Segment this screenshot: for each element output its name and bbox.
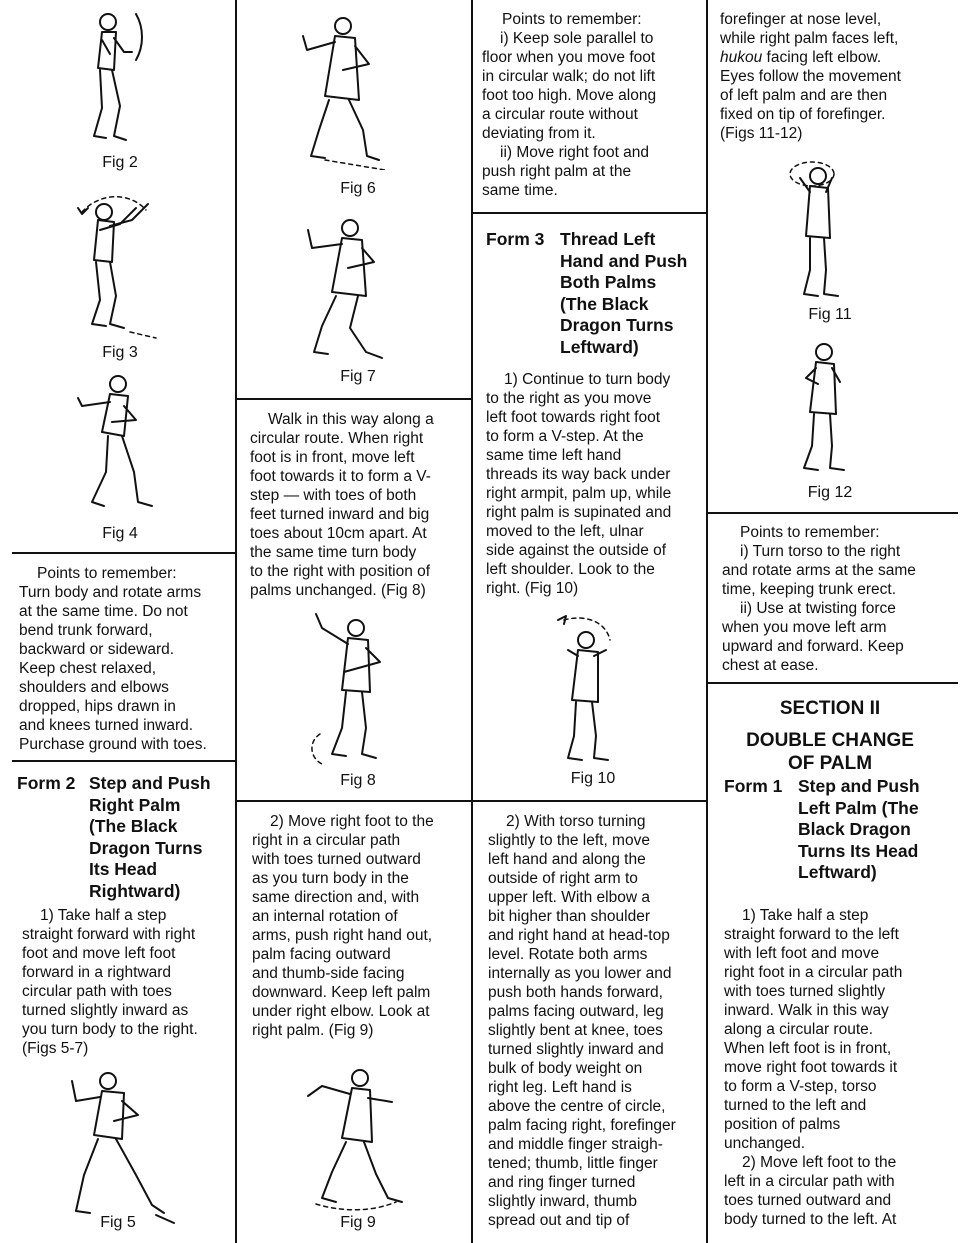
- figure-2-illustration: [80, 8, 160, 148]
- form1-step1-line: move right foot towards it: [724, 1059, 898, 1076]
- form2-step1-line: straight forward with right: [22, 926, 196, 943]
- form1-step1-line: with toes turned slightly: [724, 983, 886, 1000]
- form1-step1-line: turned to the left and: [724, 1097, 867, 1114]
- col4-points-line: time, keeping trunk erect.: [722, 581, 897, 598]
- form3-step1-line: right palm is supinated and: [486, 504, 672, 521]
- col4-cont-line: fixed on tip of forefinger.: [720, 106, 886, 123]
- form3-step1-line: threads its way back under: [486, 466, 671, 483]
- col1-points-line: dropped, hips drawn in: [19, 698, 176, 715]
- form3-step1-line: 1) Continue to turn body: [504, 371, 671, 388]
- col2-step2-line: right palm. (Fig 9): [252, 1022, 374, 1039]
- form1-title-line: Left Palm (The: [798, 797, 919, 818]
- figure-4-caption: Fig 4: [102, 525, 138, 542]
- col4-cont-line: while right palm faces left,: [720, 30, 899, 47]
- form3-heading: [486, 229, 706, 358]
- col1-points-line: Purchase ground with toes.: [19, 736, 207, 753]
- form3-step1-line: same time left hand: [486, 447, 622, 464]
- col4-cont-line: forefinger at nose level,: [720, 11, 882, 28]
- form1-step2-line: left in a circular path with: [724, 1173, 895, 1190]
- col4-cont-line-rest: facing left elbow.: [762, 49, 882, 66]
- col3-points-line: push right palm at the: [482, 163, 632, 180]
- col2-walk-line: foot towards it to form a V-: [250, 468, 431, 485]
- form3-step2-line: spread out and tip of: [488, 1212, 630, 1229]
- form1-step1-line: straight forward to the left: [724, 926, 899, 943]
- form2-step1-line: forward in a rightward: [22, 964, 172, 981]
- form3-step2-line: right leg. Left hand is: [488, 1079, 632, 1096]
- col2-walk-line: step — with toes of both: [250, 487, 417, 504]
- form2-step1-line: turned slightly inward as: [22, 1002, 189, 1019]
- form3-step2-line: palm facing right, forefinger: [488, 1117, 676, 1134]
- col1-points-line: at the same time. Do not: [19, 603, 188, 620]
- form1-step1: [724, 906, 956, 1229]
- col4-continuation-block: [720, 10, 956, 143]
- column-rule-2: [471, 0, 473, 1243]
- col2-walk-line: Walk in this way along a: [268, 411, 434, 428]
- form1-step1-line: along a circular route.: [724, 1021, 874, 1038]
- col4-points-line: when you move left arm: [722, 619, 887, 636]
- form3-step2-line: left hand and along the: [488, 851, 646, 868]
- col2-walk-line: palms unchanged. (Fig 8): [250, 582, 426, 599]
- col4-cont-line: of left palm and are then: [720, 87, 888, 104]
- figure-3-illustration: [70, 190, 170, 340]
- form3-step2-line: 2) With torso turning: [506, 813, 646, 830]
- col2-step2-line: 2) Move right foot to the: [270, 813, 434, 830]
- column-rule-1: [235, 0, 237, 1243]
- figure-6-caption: Fig 6: [340, 180, 376, 197]
- form3-title-line: Dragon Turns: [560, 315, 674, 335]
- form2-step1-line: you turn body to the right.: [22, 1021, 198, 1038]
- column-rule-3: [706, 0, 708, 1243]
- form2-title-line: (The Black: [89, 816, 178, 836]
- col2-step2-line: an internal rotation of: [252, 908, 398, 925]
- col2-walk-line: to the right with position of: [250, 563, 431, 580]
- col1-points-line: Keep chest relaxed,: [19, 660, 157, 677]
- rule-col4-section-top: [706, 682, 958, 684]
- section-title-line: DOUBLE CHANGE: [746, 730, 914, 751]
- form2-title-line: Step and Push: [89, 773, 211, 793]
- figure-11-caption: Fig 11: [808, 306, 852, 323]
- col4-points-block: [722, 523, 956, 675]
- form2-title-line: Dragon Turns: [89, 837, 203, 858]
- form3-title-line: Leftward): [560, 336, 639, 357]
- form3-step2-line: tened; thumb, little finger: [488, 1155, 658, 1172]
- hukou-term: hukou: [720, 49, 763, 66]
- col3-points-line: deviating from it.: [482, 125, 596, 142]
- form3-step2-line: and right hand at head-top: [488, 927, 670, 944]
- col4-cont-line: (Figs 11-12): [720, 125, 803, 142]
- form1-label: Form 1: [724, 776, 783, 796]
- form3-step2-line: internally as you lower and: [488, 965, 672, 982]
- col3-points-heading: Points to remember:: [502, 11, 642, 28]
- form1-step1-line: position of palms: [724, 1116, 841, 1133]
- form3-title-line: Both Palms: [560, 272, 657, 292]
- col2-walk-line: toes about 10cm apart. At: [250, 525, 427, 542]
- form3-step2-line: slightly to the left, move: [488, 832, 650, 849]
- figure-10-caption: Fig 10: [570, 770, 616, 787]
- rule-col2-walk-top: [235, 398, 472, 400]
- col3-points-line: in circular walk; do not lift: [482, 68, 656, 85]
- section-heading: [710, 697, 950, 775]
- col1-points-line: backward or sideward.: [19, 641, 175, 658]
- col4-points-line: i) Turn torso to the right: [740, 543, 901, 560]
- col2-step2-line: right in a circular path: [252, 832, 401, 849]
- form1-step2-line: 2) Move left foot to the: [742, 1154, 897, 1171]
- form3-step1-line: moved to the left, ulnar: [486, 523, 644, 540]
- form3-step1-line: to form a V-step. At the: [486, 428, 644, 445]
- col2-step2-line: as you turn body in the: [252, 870, 409, 887]
- form3-step2-line: outside of right arm to: [488, 870, 638, 887]
- col2-step2-line: and thumb-side facing: [252, 965, 405, 982]
- figure-3-caption: Fig 3: [102, 344, 138, 361]
- form3-step2-line: bulk of body weight on: [488, 1060, 643, 1077]
- figure-7-illustration: [292, 212, 402, 367]
- col4-cont-line: Eyes follow the movement: [720, 68, 901, 85]
- form1-heading: [724, 776, 956, 884]
- col4-points-line: upward and forward. Keep: [722, 638, 904, 655]
- form3-step1-line: left foot towards right foot: [486, 409, 661, 426]
- col4-points-line: ii) Use at twisting force: [740, 600, 896, 617]
- form3-step2-line: slightly bent at knee, toes: [488, 1022, 663, 1039]
- col3-points-line: a circular route without: [482, 106, 638, 123]
- form1-step1-line: to form a V-step, torso: [724, 1078, 877, 1095]
- form1-title-line: Turns Its Head: [798, 840, 919, 861]
- form3-step1-line: left shoulder. Look to the: [486, 561, 655, 578]
- col1-points-line: and knees turned inward.: [19, 717, 194, 734]
- col2-walk-line: feet turned inward and big: [250, 506, 430, 523]
- col3-points-line: same time.: [482, 182, 558, 199]
- form1-step1-line: with left foot and move: [724, 945, 880, 962]
- form1-step2-line: body turned to the left. At: [724, 1211, 897, 1228]
- form1-step1-line: right foot in a circular path: [724, 964, 903, 981]
- form3-step2-line: push both hands forward,: [488, 984, 663, 1001]
- col3-points-line: foot too high. Move along: [482, 87, 657, 104]
- form2-title-line: Right Palm: [89, 794, 181, 815]
- figure-8-caption: Fig 8: [340, 772, 376, 789]
- form2-step1-line: 1) Take half a step: [40, 907, 167, 924]
- col4-points-heading: Points to remember:: [740, 524, 880, 541]
- form2-title-line: Its Head: [89, 859, 158, 879]
- form1-step2-line: toes turned outward and: [724, 1192, 892, 1209]
- rule-col1-points-top: [12, 552, 236, 554]
- col2-walk-line: foot is in front, move left: [250, 449, 415, 466]
- figure-5-caption: Fig 5: [100, 1214, 136, 1231]
- rule-col3-form3-top: [471, 212, 707, 214]
- col3-points-line: i) Keep sole parallel to: [500, 30, 654, 47]
- col2-step2-line: with toes turned outward: [252, 851, 421, 868]
- form2-label: Form 2: [17, 773, 76, 793]
- figure-2-caption: Fig 2: [102, 154, 138, 171]
- form1-step1-line: inward. Walk in this way: [724, 1002, 889, 1019]
- col3-points-line: ii) Move right foot and: [500, 144, 650, 161]
- rule-col1-form2-top: [12, 760, 236, 762]
- form3-step2-line: and ring finger turned: [488, 1174, 636, 1191]
- form3-step2-line: palms facing outward, leg: [488, 1003, 664, 1020]
- form3-step1-line: to the right as you move: [486, 390, 652, 407]
- form3-step1-line: right armpit, palm up, while: [486, 485, 672, 502]
- col2-step2-line: arms, push right hand out,: [252, 927, 433, 944]
- form3-step2: [488, 812, 706, 1230]
- col1-points-block: [19, 564, 233, 754]
- form1-step1-line: When left foot is in front,: [724, 1040, 892, 1057]
- form3-step2-line: above the centre of circle,: [488, 1098, 666, 1115]
- figure-9-caption: Fig 9: [340, 1214, 376, 1231]
- section-label: SECTION II: [779, 698, 881, 719]
- figure-9-illustration: [292, 1062, 412, 1212]
- form3-step2-line: bit higher than shoulder: [488, 908, 651, 925]
- form3-title-line: Thread Left: [560, 229, 656, 249]
- form3-title-line: (The Black: [560, 293, 649, 314]
- form3-step1: [486, 370, 706, 598]
- col2-step2-line: same direction and, with: [252, 889, 420, 906]
- col4-points-line: and rotate arms at the same: [722, 562, 916, 579]
- col3-points-line: floor when you move foot: [482, 49, 656, 66]
- figure-4-illustration: [62, 372, 172, 517]
- form2-step1: [22, 906, 234, 1058]
- col2-step2-line: downward. Keep left palm: [252, 984, 431, 1001]
- col1-points-line: Turn body and rotate arms: [19, 584, 202, 601]
- form3-title-line: Hand and Push: [560, 250, 688, 271]
- form3-step2-line: level. Rotate both arms: [488, 946, 648, 963]
- rule-col3-step2-top: [471, 800, 707, 802]
- figure-12-caption: Fig 12: [807, 484, 853, 501]
- figure-5-illustration: [52, 1065, 182, 1225]
- form1-title-line: Leftward): [798, 862, 877, 882]
- form2-step1-line: foot and move left foot: [22, 945, 176, 962]
- form2-step1-line: circular path with toes: [22, 983, 172, 1000]
- col2-step2-line: under right elbow. Look at: [252, 1003, 430, 1020]
- form3-step1-line: right. (Fig 10): [486, 580, 579, 597]
- form2-title-line: Rightward): [89, 880, 181, 901]
- form2-step1-line: (Figs 5-7): [22, 1040, 89, 1057]
- figure-12-illustration: [788, 338, 858, 478]
- form3-step2-line: slightly inward, thumb: [488, 1193, 638, 1210]
- figure-8-illustration: [292, 608, 402, 768]
- form1-title-line: Black Dragon: [798, 819, 911, 839]
- figure-7-caption: Fig 7: [340, 368, 376, 385]
- rule-col2-step2-top: [235, 800, 472, 802]
- rule-col4-points-top: [706, 512, 958, 514]
- section-title-line: OF PALM: [787, 753, 873, 774]
- col2-step2-line: palm facing outward: [252, 946, 391, 963]
- col3-points-block: [482, 10, 704, 200]
- col2-step2-block: [252, 812, 464, 1040]
- col1-points-heading: Points to remember:: [37, 565, 177, 582]
- col4-points-line: chest at ease.: [722, 657, 819, 674]
- figure-10-illustration: [550, 610, 630, 770]
- figure-6-illustration: [285, 10, 395, 170]
- form3-step1-line: side against the outside of: [486, 542, 667, 559]
- form3-label: Form 3: [486, 229, 545, 249]
- col4-cont-line-hukou: [720, 48, 956, 67]
- form3-step2-line: and middle finger straigh-: [488, 1136, 663, 1153]
- col1-points-line: shoulders and elbows: [19, 679, 169, 696]
- form1-title-line: Step and Push: [798, 776, 920, 796]
- col2-walk-block: [250, 410, 462, 600]
- form1-step1-line: 1) Take half a step: [742, 907, 869, 924]
- col2-walk-line: circular route. When right: [250, 430, 424, 447]
- col1-points-line: bend trunk forward,: [19, 622, 153, 639]
- form3-step2-line: turned slightly inward and: [488, 1041, 664, 1058]
- form2-heading: [17, 773, 231, 902]
- form1-step1-line: unchanged.: [724, 1135, 806, 1152]
- col2-walk-line: the same time turn body: [250, 544, 417, 561]
- figure-11-illustration: [780, 156, 860, 304]
- form3-step2-line: upper left. With elbow a: [488, 889, 650, 906]
